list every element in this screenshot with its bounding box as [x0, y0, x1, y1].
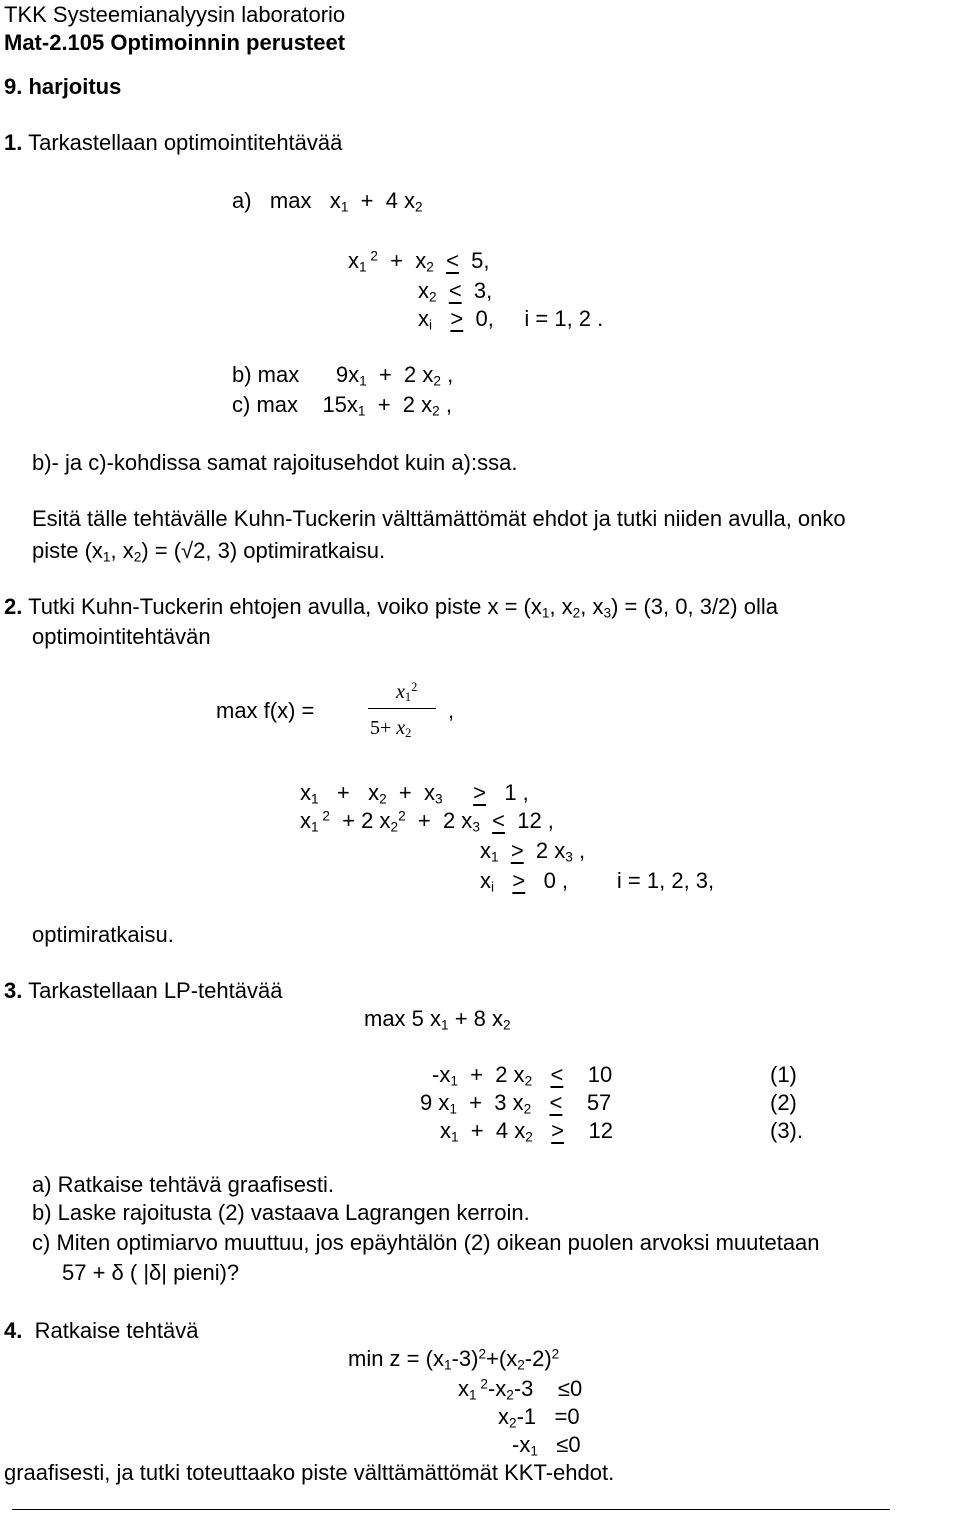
- p3-question-b: b) Laske rajoitusta (2) vastaava Lagrangen kerroin.: [32, 1200, 530, 1225]
- p2-constraint-4: $x_i$ > 0 , i = 1, 2, 3,: [480, 868, 715, 895]
- p4-constraint-3: $-x_1 \le 0$: [512, 1432, 581, 1459]
- lab-name: TKK Systeemianalyysin laboratorio: [4, 2, 346, 27]
- p1-constraint-3: $x_i$ > 0, i = 1, 2 .: [418, 306, 604, 333]
- course-title: Mat-2.105 Optimoinnin perusteet: [4, 30, 346, 55]
- problem-number: 1.: [4, 130, 23, 155]
- constraint-tag: (1): [770, 1062, 797, 1087]
- p2-constraint-2: $x_1$ $^2$ + 2 $x_2^2 + 2$ $x_3 < 12$ ,: [300, 808, 554, 835]
- fraction-bar: [368, 708, 436, 709]
- problem-1-heading: [4, 132, 342, 154]
- p4-outro: graafisesti, ja tutki toteuttaako piste välttämättömät KKT-ehdot.: [4, 1460, 615, 1485]
- p2-objective-comma: ,: [448, 698, 455, 723]
- problem-3-heading: 3. Tarkastellaan LP-tehtävää: [4, 978, 283, 1003]
- problem-number: 4.: [4, 1318, 23, 1343]
- p2-text-line-2: optimointitehtävän: [32, 624, 211, 649]
- p1-task-line-2: piste ($x_1$, $x_2) = (√2$, 3) optimiratkaisu.: [32, 538, 386, 565]
- p2-fraction-denominator: $5+ x_2$: [370, 717, 412, 741]
- p1-objective-c: c) max $15x_1 + 2$ $x_2$ ,: [232, 392, 452, 419]
- p1-objective-b: b) max $9x_1 + 2$ $x_2$ ,: [232, 362, 454, 389]
- p1-objective-a: a) $\max x_1 + 4$ $x_2$: [232, 188, 423, 215]
- p3-constraint-1: $-x_1 + 2$ $x_2$ < 10: [432, 1062, 613, 1089]
- p4-constraint-1: $x_1$ $^2-x_2-3$ ≤0: [458, 1376, 583, 1403]
- p3-question-a: a) Ratkaise tehtävä graafisesti.: [32, 1172, 335, 1197]
- p2-objective-label: max f(x) =: [216, 698, 315, 723]
- p2-constraint-3: $x_1 > 2$ $x_3$ ,: [480, 838, 586, 865]
- p1-constraint-2: $x_2 < 3$,: [418, 278, 493, 305]
- p4-constraint-2: $x_2-1 =0$: [498, 1404, 580, 1431]
- footer-divider: [12, 1509, 890, 1510]
- p2-fraction-numerator: $x_1^2$: [396, 680, 418, 705]
- problem-number: 2.: [4, 594, 23, 619]
- problem-intro: Tarkastellaan optimointitehtävää: [28, 130, 343, 155]
- p1-note: b)- ja c)-kohdissa samat rajoitusehdot kuin a):ssa.: [32, 450, 518, 475]
- p2-outro: optimiratkaisu.: [32, 922, 174, 947]
- p4-objective: $\min z = (x_1-3)^2+(x_2-2)^2$: [348, 1346, 560, 1373]
- p3-constraint-2: 9 $x_1 + 3$ $x_2$ < 57: [420, 1090, 612, 1117]
- problem-number: 3.: [4, 978, 23, 1003]
- constraint-tag: (2): [770, 1090, 797, 1115]
- p3-constraint-3: $x_1 + 4$ $x_2$ > 12: [440, 1118, 613, 1145]
- problem-4-heading: 4. Ratkaise tehtävä: [4, 1318, 199, 1343]
- constraint-tag: (3).: [770, 1118, 803, 1143]
- p2-constraint-1: $x_1 + x_2 + x_3$ > 1 ,: [300, 780, 529, 807]
- p1-task-line-1: Esitä tälle tehtävälle Kuhn-Tuckerin välttämättömät ehdot ja tutki niiden avulla, onko: [32, 506, 846, 531]
- p3-question-c-line-1: c) Miten optimiarvo muuttuu, jos epäyhtälön (2) oikean puolen arvoksi muutetaan: [32, 1230, 820, 1255]
- p2-text-line-1: 2. Tutki Kuhn-Tuckerin ehtojen avulla, voiko piste $x = (x_1$, $x_2$, $x_3) = (3$, 0, 3/2) olla: [4, 594, 778, 621]
- p3-question-c-line-2: 57 + δ ( |δ| pieni)?: [62, 1260, 240, 1285]
- p3-objective: max 5 $x_1 + 8$ $x_2$: [364, 1006, 511, 1033]
- exercise-title: 9. harjoitus: [4, 74, 122, 99]
- p1-constraint-1: $x_1$ $^2 + x_2 < 5$,: [348, 248, 490, 275]
